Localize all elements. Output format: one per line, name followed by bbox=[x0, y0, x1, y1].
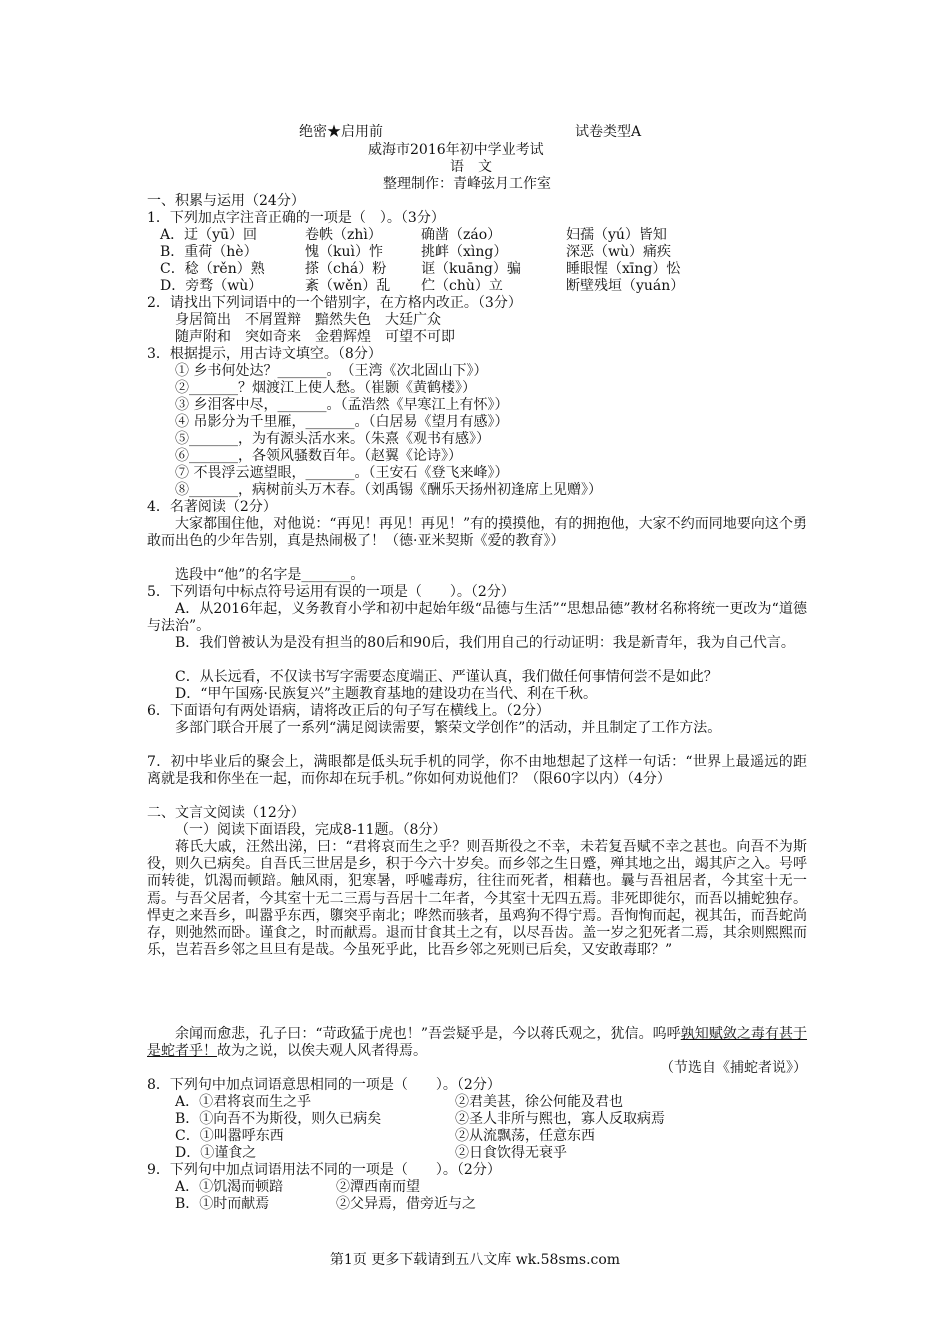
option-text: A．从2016年起，义务教育小学和初中起始年级“品德与生活”“思想品德”教材名称将统一更改为“道德与法治”。 bbox=[147, 601, 807, 635]
subsection-heading: （一）阅读下面语段，完成8-11题。（8分） bbox=[175, 822, 447, 838]
question-ask: 选段中“他”的名字是_______。 bbox=[175, 567, 365, 583]
option-row: D．旁骛（wù） 紊（wěn）乱 伫（chù）立 断壁残垣（yuán） bbox=[160, 278, 685, 294]
question-stem: 9．下列句中加点词语用法不同的一项是（ ）。（2分） bbox=[147, 1162, 501, 1178]
option-left: D．①谨食之 bbox=[175, 1145, 257, 1161]
poem-blank: ① 乡书何处达？_______。 （王湾《次北固山下》） bbox=[175, 363, 488, 379]
paper-type: 试卷类型A bbox=[575, 124, 642, 140]
poem-blank: ⑧_______，病树前头万木春。（刘禹锡《酬乐天扬州初逢席上见赠》） bbox=[175, 482, 602, 498]
option-right: ②君美甚，徐公何能及君也 bbox=[455, 1094, 623, 1110]
question-stem: 2．请找出下列词语中的一个错别字，在方格内改正。（3分） bbox=[147, 295, 522, 311]
question-stem: 1．下列加点字注音正确的一项是（ ）。（3分） bbox=[147, 210, 445, 226]
classical-passage: 蒋氏大戚，汪然出涕，曰：“君将哀而生之乎？则吾斯役之不幸，未若复吾赋不幸之甚也。向吾不为斯役，则久已病矣。自吾氏三世居是乡，积于今六十岁矣。而乡邻之生日蹙，殚其地之出，竭其庐之入。号呼而转徙，饥渴而顿踣。触风雨，犯寒暑，呼嘘毒疠，往往而死者，相藉也。曩与吾祖居者，今其室十无一焉。与吾父居者，今其室十无二三焉与吾居十二年者，今其室十无四五焉。非死即徙尔，而吾以捕蛇独存。悍吏之来吾乡，叫嚣乎东西，隳突乎南北；哗然而骇者，虽鸡狗不得宁焉。吾恂恂而起，视其缶，而吾蛇尚存，则弛然而卧。谨食之，时而献焉。退而甘食其土之有，以尽吾齿。盖一岁之犯死者二焉，其余则熙熙而乐，岂若吾乡邻之旦旦有是哉。今虽死乎此，比吾乡邻之死则已后矣，又安敢毒耶？” bbox=[147, 839, 807, 959]
option-text: D．“甲午国殇·民族复兴”主题教育基地的建设功在当代、利在千秋。 bbox=[175, 686, 597, 702]
option-left: B．①时而献焉 bbox=[175, 1196, 270, 1212]
classical-passage-end: 余闻而愈悲，孔子曰：“苛政猛于虎也！”吾尝疑乎是，今以蒋氏观之，犹信。呜呼孰知赋敛之毒有甚于是蛇者乎！故为之说，以俟夫观人风者得焉。 bbox=[147, 1026, 808, 1060]
option-left: A．①饥渴而顿踣 bbox=[175, 1179, 284, 1195]
question-stem: 6．下面语句有两处语病，请将改正后的句子写在横线上。（2分） bbox=[147, 703, 550, 719]
option-right: ②圣人非所与熙也，寡人反取病焉 bbox=[455, 1111, 665, 1127]
poem-blank: ⑤_______，为有源头活水来。（朱熹《观书有感》） bbox=[175, 431, 490, 447]
sentence-text: 多部门联合开展了一系列“满足阅读需要，繁荣文学创作”的活动，并且制定了工作方法。 bbox=[175, 720, 722, 736]
credit-line: 整理制作：青峰弦月工作室 bbox=[383, 176, 551, 192]
question-stem: 4．名著阅读（2分） bbox=[147, 499, 277, 515]
word-row: 随声附和 突如奇来 金碧辉煌 可望不可即 bbox=[175, 329, 455, 345]
option-row: B．重荷（hè） 愧（kuì）怍 挑衅（xìng） 深恶（wù）痛疾 bbox=[160, 244, 671, 260]
option-text: B．我们曾被认为是没有担当的80后和90后，我们用自己的行动证明：我是新青年，我为自己代言。 bbox=[175, 635, 795, 651]
exam-title: 威海市2016年初中学业考试 bbox=[368, 142, 544, 158]
reading-passage: 大家都围住他，对他说：“再见！再见！再见！”有的摸摸他，有的拥抱他，大家不约而同地要向这个勇敢而出色的少年告别，真是热闹极了！（德·亚米契斯《爱的教育》） bbox=[147, 516, 807, 550]
option-right: ②潭西南而望 bbox=[336, 1179, 420, 1195]
option-left: A．①君将哀而生之乎 bbox=[175, 1094, 312, 1110]
question-stem: 3．根据提示，用古诗文填空。（8分） bbox=[147, 346, 382, 362]
option-right: ②日食饮得无衰乎 bbox=[455, 1145, 567, 1161]
option-row: C．稔（rěn）熟 搽（chá）粉 诓（kuāng）骗 睡眼惺（xīng）忪 bbox=[160, 261, 681, 277]
poem-blank: ②_______？烟渡江上使人愁。（崔颢《黄鹤楼》） bbox=[175, 380, 476, 396]
question-stem: 7．初中毕业后的聚会上，满眼都是低头玩手机的同学，你不由地想起了这样一句话：“世界上最遥远的距离就是我和你坐在一起，而你却在玩手机。”你如何劝说他们？（限60字以内）（4分） bbox=[147, 754, 807, 788]
section-heading: 二、文言文阅读（12分） bbox=[147, 805, 305, 821]
poem-blank: ④ 吊影分为千里雁，_______。（白居易《望月有感》） bbox=[175, 414, 509, 430]
poem-blank: ⑦ 不畏浮云遮望眼，_______。（王安石《登飞来峰》） bbox=[175, 465, 509, 481]
option-row: A．迂（yū）回 卷帙（zhì） 确凿（záo） 妇孺（yú）皆知 bbox=[160, 227, 667, 243]
subject: 语 文 bbox=[450, 159, 492, 175]
poem-blank: ⑥_______，各领风骚数百年。（赵翼《论诗》） bbox=[175, 448, 462, 464]
poem-blank: ③ 乡泪客中尽，_______。（孟浩然《早寒江上有怀》） bbox=[175, 397, 509, 413]
question-stem: 5．下列语句中标点符号运用有误的一项是（ ）。（2分） bbox=[147, 584, 515, 600]
question-stem: 8．下列句中加点词语意思相同的一项是（ ）。（2分） bbox=[147, 1077, 501, 1093]
underlined-sentence: 孰知赋敛之毒有甚于是蛇者乎！ bbox=[147, 1026, 808, 1060]
passage-source: （节选自《捕蛇者说》） bbox=[660, 1060, 807, 1076]
word-row: 身居简出 不屑置辩 黯然失色 大廷广众 bbox=[175, 312, 441, 328]
option-left: B．①向吾不为斯役，则久已病矣 bbox=[175, 1111, 382, 1127]
option-right: ②从流飘荡，任意东西 bbox=[455, 1128, 595, 1144]
option-left: C．①叫嚣呼东西 bbox=[175, 1128, 284, 1144]
option-text: C．从长远看，不仅读书写字需要态度端正、严谨认真，我们做任何事情何尝不是如此？ bbox=[175, 669, 718, 685]
section-heading: 一、积累与运用（24分） bbox=[147, 193, 305, 209]
secret-mark: 绝密★启用前 bbox=[299, 124, 383, 140]
option-right: ②父异焉，借旁近与之 bbox=[336, 1196, 476, 1212]
page-footer: 第1页 更多下载请到五八文库 wk.58sms.com bbox=[329, 1252, 621, 1268]
